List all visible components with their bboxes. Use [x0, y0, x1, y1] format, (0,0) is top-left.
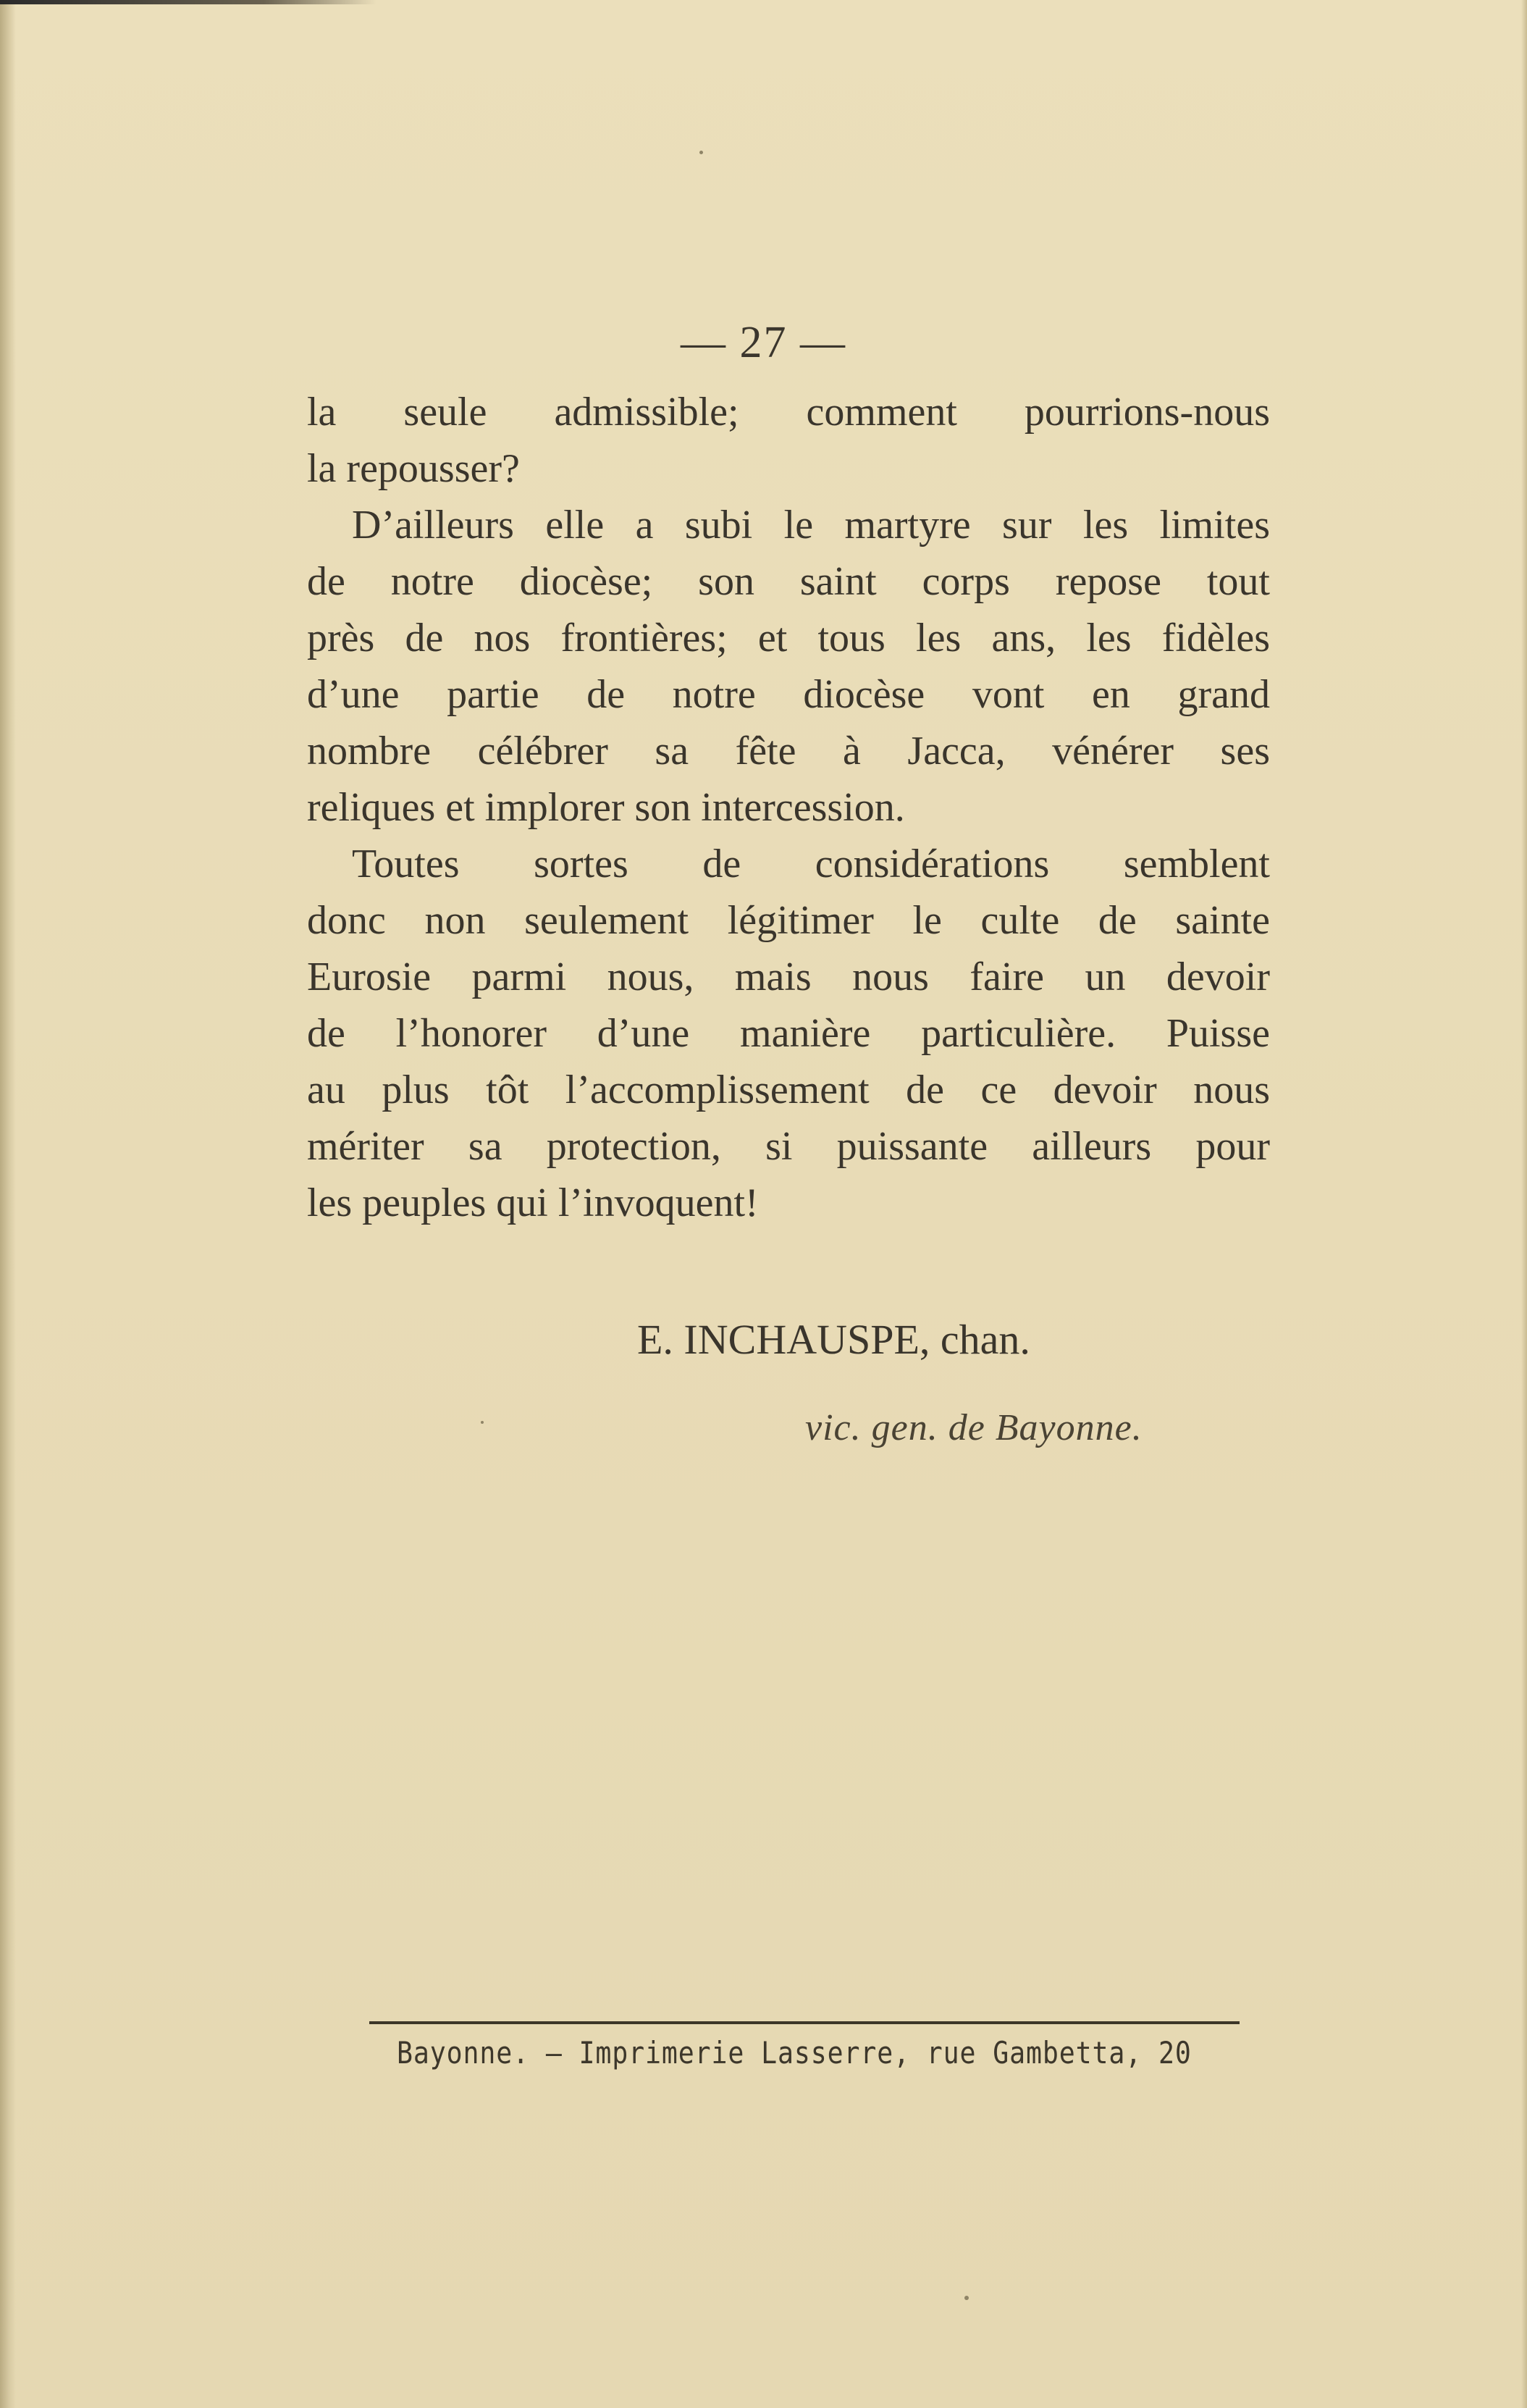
- text-line: de notre diocèse; son saint corps repose tout: [307, 559, 1270, 604]
- page-top-edge: [0, 0, 377, 4]
- signature-name: E. INCHAUSPE, chan.: [637, 1316, 1030, 1363]
- text-line: Eurosie parmi nous, mais nous faire un devoir: [307, 955, 1270, 999]
- text-line: de l’honorer d’une manière particulière. Puisse: [307, 1011, 1270, 1056]
- text-line: au plus tôt l’accomplissement de ce devoir nous: [307, 1067, 1270, 1112]
- text-line: d’une partie de notre diocèse vont en grand: [307, 672, 1270, 717]
- footer-rule: [369, 2021, 1240, 2024]
- text-line: près de nos frontières; et tous les ans, les fidèles: [307, 616, 1270, 660]
- body-text: [307, 384, 1270, 1231]
- text-line: mériter sa protection, si puissante ailleurs pour: [307, 1124, 1270, 1169]
- paper-speck: [964, 2296, 969, 2300]
- text-line: donc non seulement légitimer le culte de sainte: [307, 898, 1270, 943]
- signature-title: vic. gen. de Bayonne.: [805, 1407, 1143, 1448]
- text-line: la seule admissible; comment pourrions-nous: [307, 390, 1270, 435]
- printer-imprint: Bayonne. — Imprimerie Lasserre, rue Gambetta, 20: [397, 2035, 1192, 2071]
- paper-speck: [481, 1421, 484, 1424]
- paper-speck: [699, 151, 703, 154]
- text-line: les peuples qui l’invoquent!: [307, 1180, 759, 1225]
- text-line: D’ailleurs elle a subi le martyre sur les limites: [352, 503, 1270, 548]
- page-number: — 27 —: [681, 318, 846, 367]
- text-line: nombre célébrer sa fête à Jacca, vénérer ses: [307, 729, 1270, 773]
- text-line: la repousser?: [307, 446, 520, 491]
- text-line: reliques et implorer son intercession.: [307, 785, 905, 830]
- text-line: Toutes sortes de considérations semblent: [352, 842, 1270, 886]
